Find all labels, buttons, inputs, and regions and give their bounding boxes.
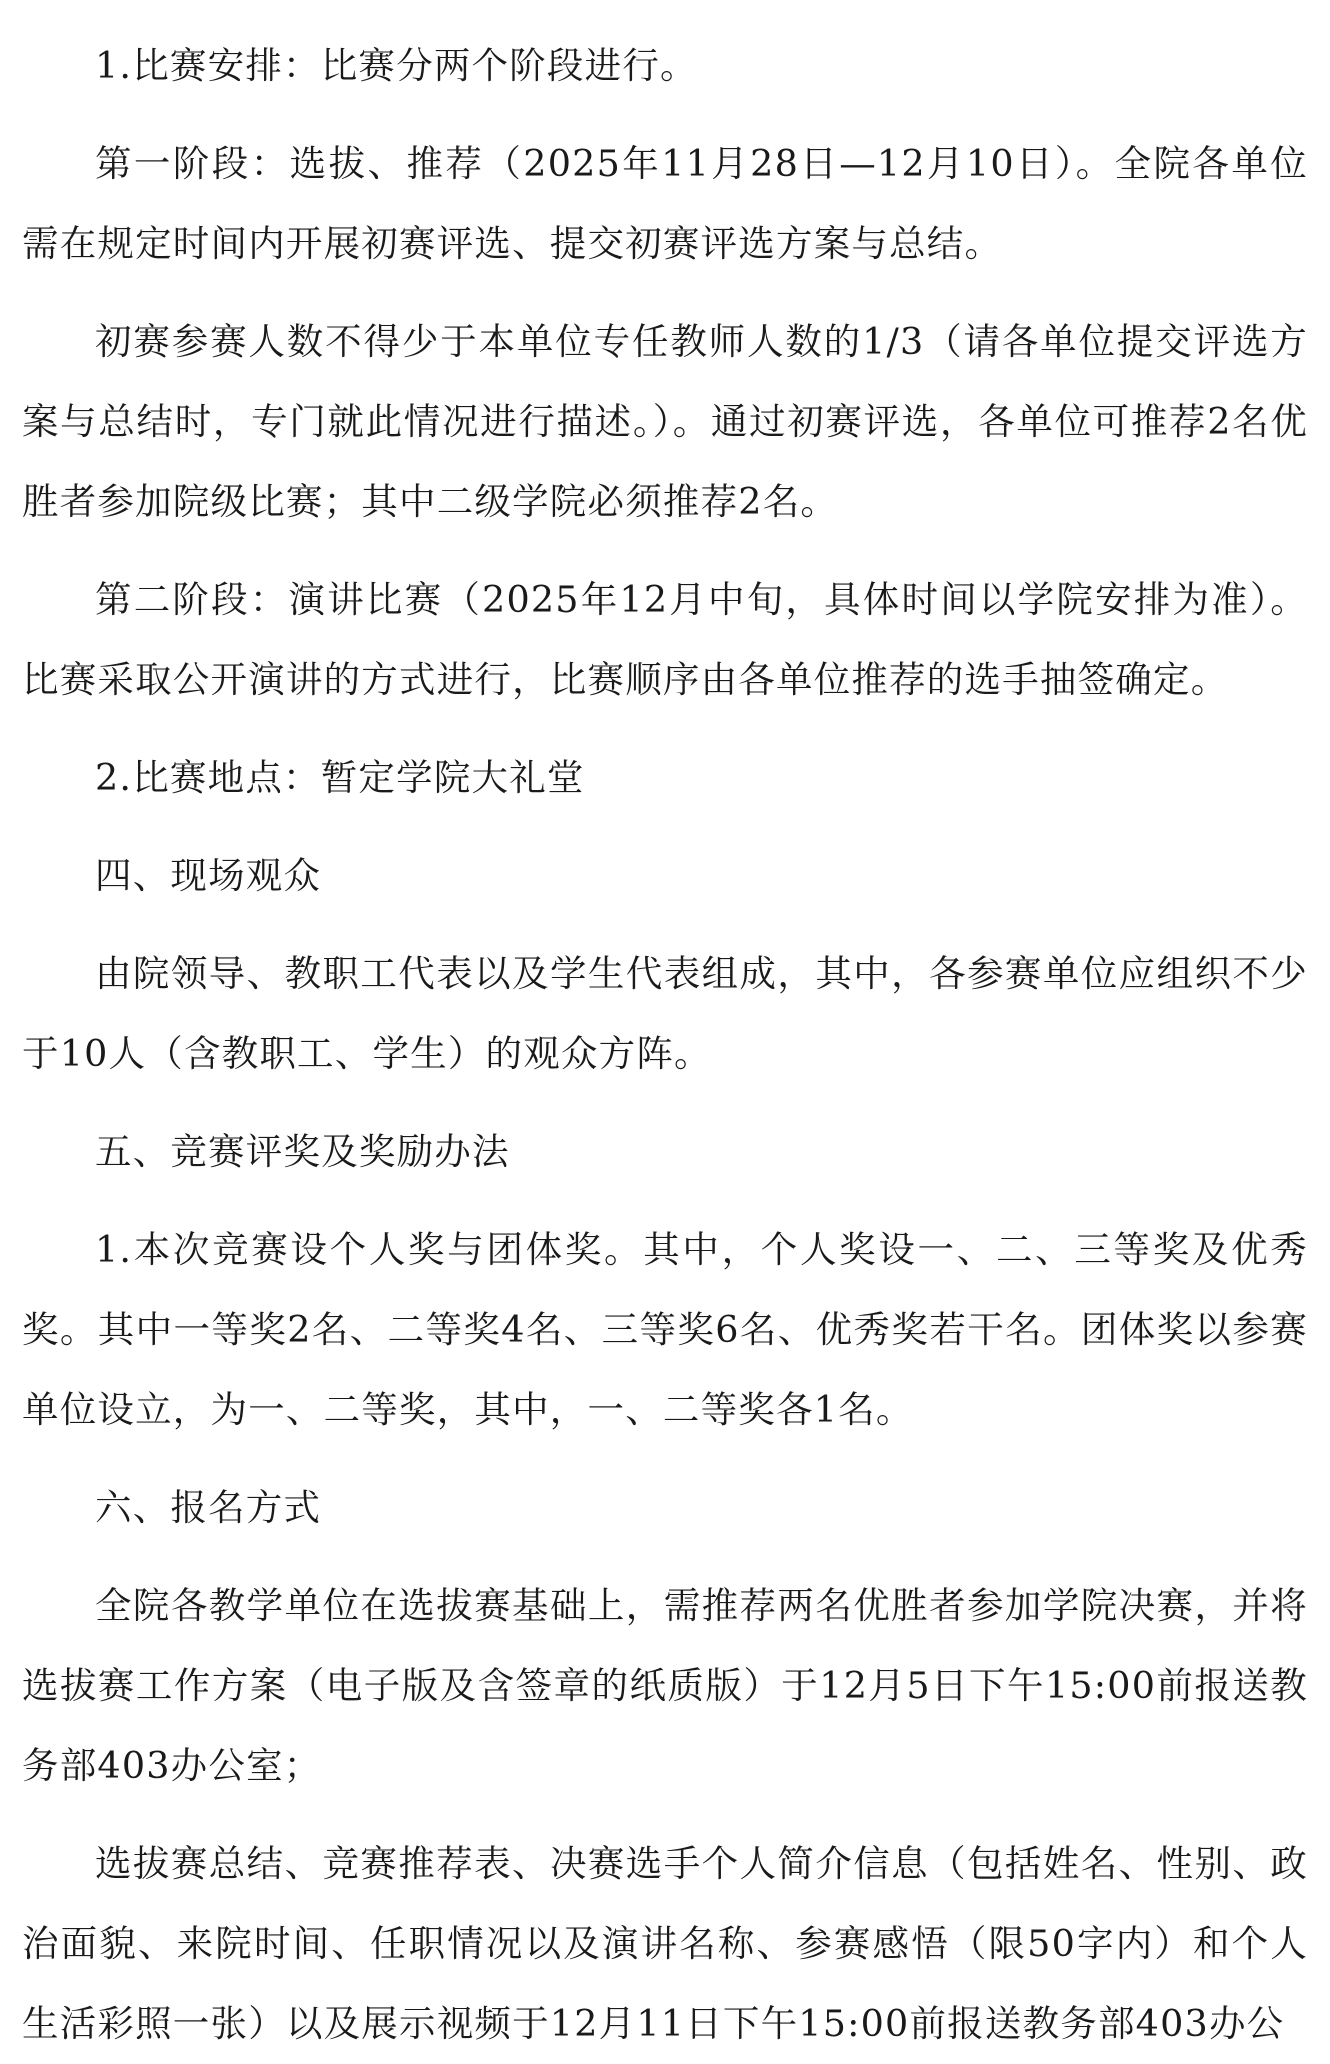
heading-registration: 六、报名方式 xyxy=(95,1486,322,1529)
heading-awards: 五、竞赛评奖及奖励办法 xyxy=(95,1130,510,1173)
paragraph-venue: 2.比赛地点：暂定学院大礼堂 xyxy=(95,756,585,799)
paragraph-race-schedule: 1.比赛安排：比赛分两个阶段进行。 xyxy=(95,44,698,87)
paragraph-stage-one: 第一阶段：选拔、推荐（2025年11月28日—12月10日）。全院各单位需在规定时间内开展初赛评选、提交初赛评选方案与总结。 xyxy=(22,142,1308,265)
paragraph-stage-two: 第二阶段：演讲比赛（2025年12月中旬，具体时间以学院安排为准）。比赛采取公开演讲的方式进行，比赛顺序由各单位推荐的选手抽签确定。 xyxy=(22,578,1308,701)
paragraph-preliminary-rules: 初赛参赛人数不得少于本单位专任教师人数的1/3（请各单位提交评选方案与总结时，专门就此情况进行描述。）。通过初赛评选，各单位可推荐2名优胜者参加院级比赛；其中二级学院必须推荐2名。 xyxy=(22,320,1308,523)
paragraph-audience: 由院领导、教职工代表以及学生代表组成，其中，各参赛单位应组织不少于10人（含教职工、学生）的观众方阵。 xyxy=(22,952,1308,1075)
heading-audience: 四、现场观众 xyxy=(95,854,322,897)
paragraph-registration-plan: 全院各教学单位在选拔赛基础上，需推荐两名优胜者参加学院决赛，并将选拔赛工作方案（电子版及含签章的纸质版）于12月5日下午15:00前报送教务部403办公室； xyxy=(22,1584,1308,1787)
paragraph-awards: 1.本次竞赛设个人奖与团体奖。其中，个人奖设一、二、三等奖及优秀奖。其中一等奖2名、二等奖4名、三等奖6名、优秀奖若干名。团体奖以参赛单位设立，为一、二等奖，其中，一、二等奖各1名。 xyxy=(22,1228,1308,1431)
paragraph-registration-materials: 选拔赛总结、竞赛推荐表、决赛选手个人简介信息（包括姓名、性别、政治面貌、来院时间、任职情况以及演讲名称、参赛感悟（限50字内）和个人生活彩照一张）以及展示视频于12月11日下午15:00前报送教务部403办公 xyxy=(22,1842,1308,2045)
